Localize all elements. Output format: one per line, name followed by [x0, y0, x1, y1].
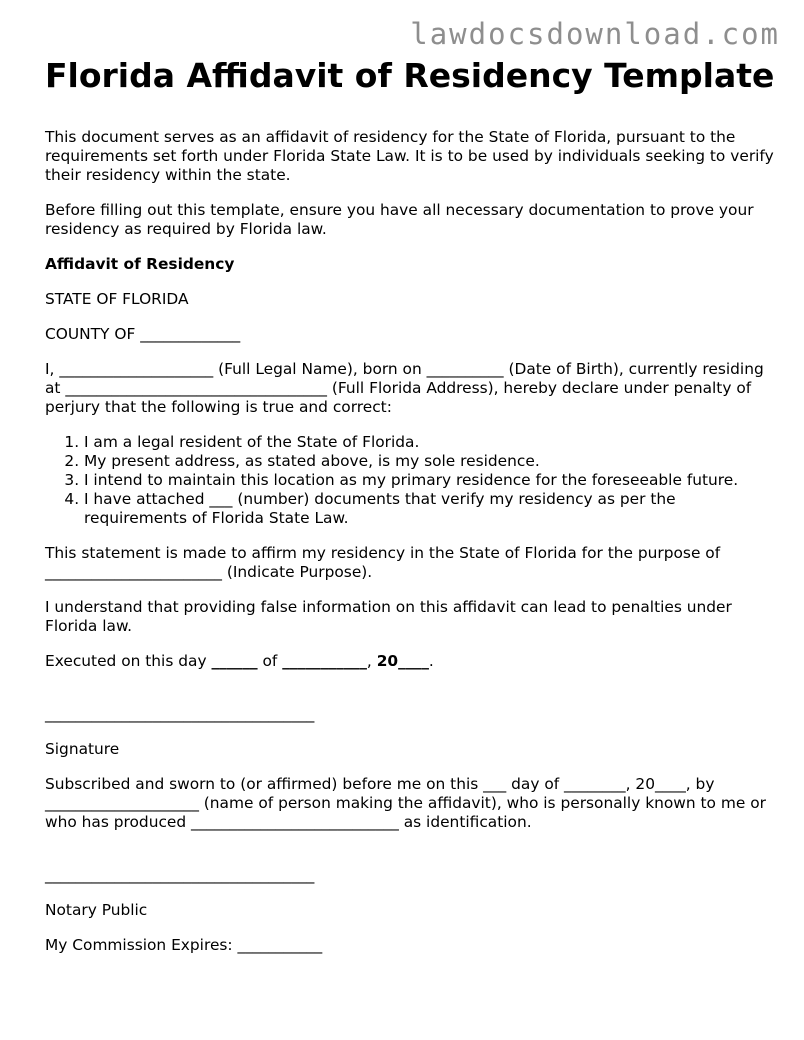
signature-line: ___________________________________: [45, 705, 315, 723]
statement-list: [45, 433, 775, 528]
executed-comma: ,: [366, 652, 377, 670]
list-item: 1. I am a legal resident of the State of Florida.: [84, 433, 775, 452]
intro-paragraph-1: This document serves as an affidavit of residency for the State of Florida, pursuant to the requirements set forth under Florida State Law. It is to be used by individuals seeking to verify their residency within the state.: [45, 128, 774, 184]
county-line: COUNTY OF _____________: [45, 325, 241, 343]
executed-prefix: Executed on this day: [45, 652, 212, 670]
state-line: STATE OF FLORIDA: [45, 290, 189, 308]
executed-end: .: [428, 652, 434, 670]
list-item: 3. I intend to maintain this location as my primary residence for the foreseeable future.: [84, 471, 775, 490]
executed-year: 20____: [376, 652, 429, 670]
purpose-paragraph: This statement is made to affirm my residency in the State of Florida for the purpose of _______________________ (Indicate Purpose).: [45, 544, 721, 581]
page-title: Florida Affidavit of Residency Template: [45, 56, 775, 95]
warning-paragraph: I understand that providing false information on this affidavit can lead to penalties under Florida law.: [45, 598, 732, 635]
intro-paragraph-2: Before filling out this template, ensure you have all necessary documentation to prove your residency as required by Florida law.: [45, 201, 754, 238]
notary-signature-line: ___________________________________: [45, 866, 315, 884]
signature-label: Signature: [45, 740, 120, 758]
executed-of: of: [257, 652, 283, 670]
section-heading: Affidavit of Residency: [45, 255, 235, 273]
executed-day-blank: ______: [211, 652, 258, 670]
declaration-paragraph: I, ____________________ (Full Legal Name), born on __________ (Date of Birth), currently residing at __________________________________ (Full Florida Address), hereby declare under penalty of perjury that the following is true and correct:: [45, 360, 764, 416]
watermark: lawdocsdownload.com: [410, 17, 780, 51]
document-body: [45, 56, 775, 971]
executed-month-blank: ___________: [282, 652, 367, 670]
notary-label: Notary Public: [45, 901, 148, 919]
commission-line: My Commission Expires: ___________: [45, 936, 323, 954]
subscribed-paragraph: Subscribed and sworn to (or affirmed) before me on this ___ day of ________, 20____, by ____________________ (name of person making the affidavit), who is personally known to me or who has produced ___________________________ as identification.: [45, 775, 766, 831]
executed-line: [45, 652, 775, 671]
list-item: 4. I have attached ___ (number) documents that verify my residency as per the requirements of Florida State Law.: [84, 490, 775, 528]
list-item: 2. My present address, as stated above, is my sole residence.: [84, 452, 775, 471]
